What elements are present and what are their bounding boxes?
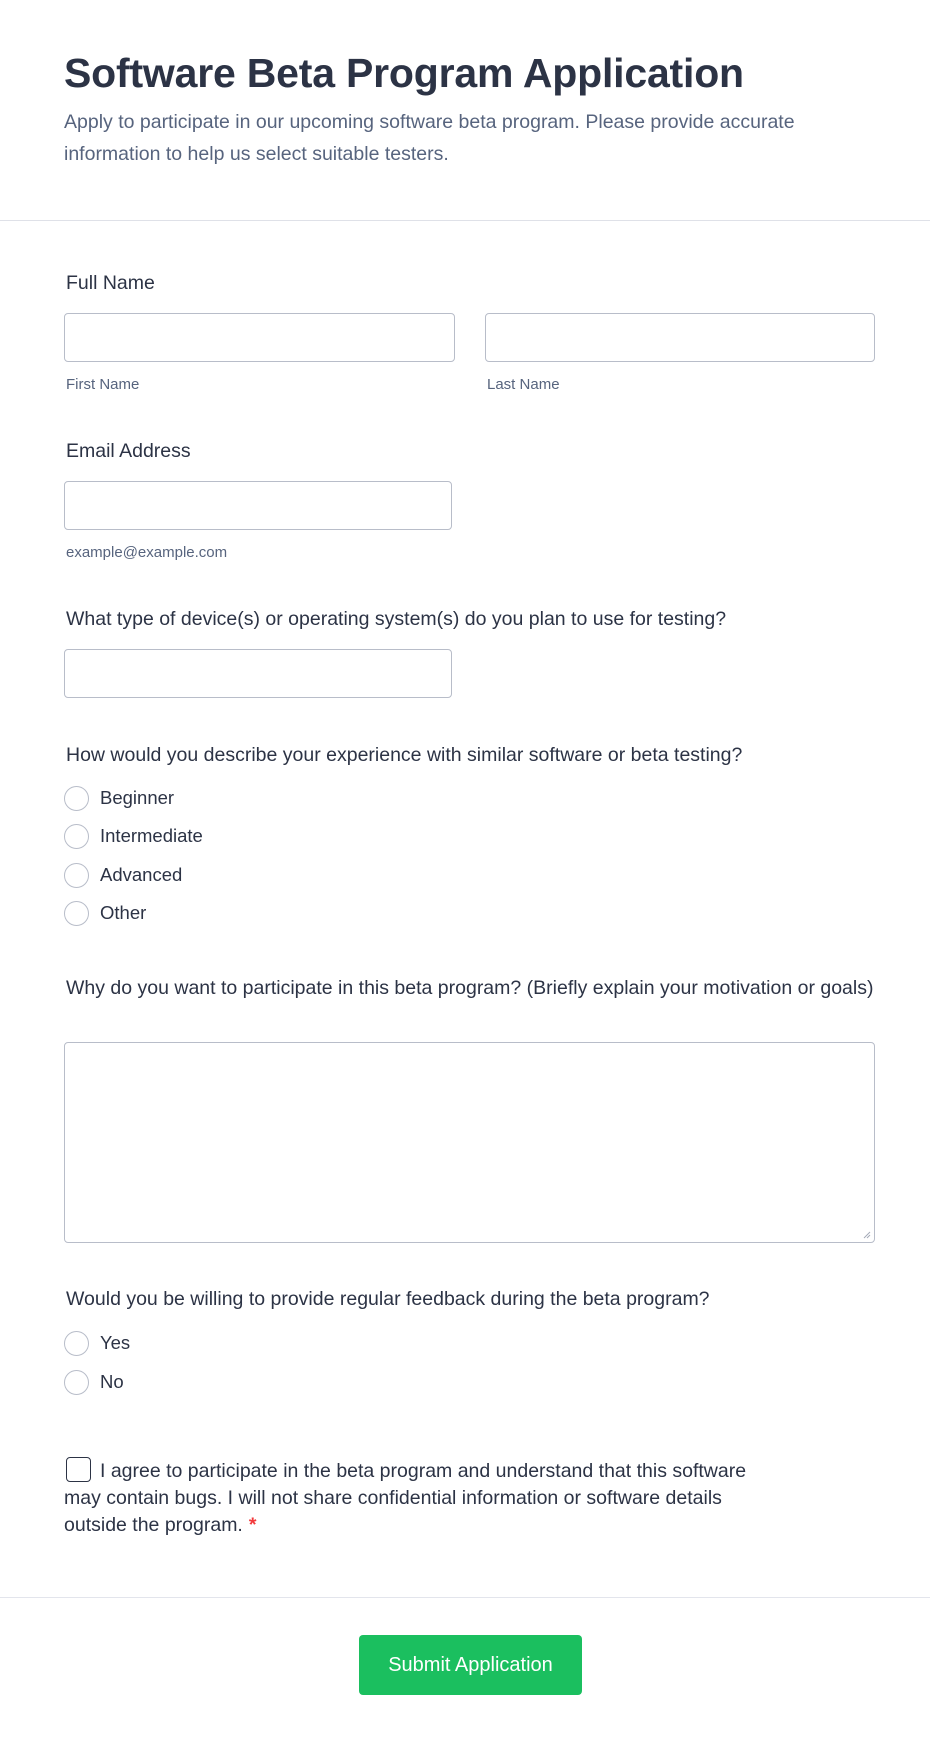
radio-label: Advanced	[100, 864, 183, 885]
email-input[interactable]	[64, 481, 452, 530]
radio-button[interactable]	[64, 1370, 89, 1395]
radio-button[interactable]	[64, 863, 89, 888]
radio-button[interactable]	[64, 824, 89, 849]
feedback-option-yes[interactable]	[64, 1330, 130, 1356]
motivation-textarea[interactable]	[64, 1042, 875, 1243]
first-name-input[interactable]	[64, 313, 455, 362]
email-sublabel: example@example.com	[66, 544, 228, 561]
experience-option-intermediate[interactable]	[64, 823, 203, 849]
radio-label: Intermediate	[100, 825, 203, 846]
last-name-sublabel: Last Name	[487, 376, 560, 393]
feedback-label: Would you be willing to provide regular feedback during the beta program?	[66, 1288, 710, 1310]
feedback-option-no[interactable]	[64, 1369, 124, 1395]
devices-label: What type of device(s) or operating system(s) do you plan to use for testing?	[66, 608, 727, 630]
email-label: Email Address	[66, 440, 191, 462]
experience-label: How would you describe your experience with similar software or beta testing?	[66, 744, 743, 766]
page-subtitle: Apply to participate in our upcoming software beta program. Please provide accurate information to help us select suitable testers.	[64, 111, 795, 165]
resize-grip-icon[interactable]	[862, 1230, 871, 1239]
radio-label: Other	[100, 902, 147, 923]
radio-label: No	[100, 1371, 124, 1392]
form-header	[0, 0, 930, 221]
motivation-field-wrapper	[64, 1042, 875, 1243]
last-name-input[interactable]	[485, 313, 875, 362]
agreement-text: I agree to participate in the beta program and understand that this software may contain bugs. I will not share confidential information or software details outside the program.	[64, 1460, 747, 1536]
radio-button[interactable]	[64, 786, 89, 811]
agreement-field	[64, 1457, 764, 1539]
full-name-label: Full Name	[66, 272, 155, 294]
form-footer	[0, 1597, 930, 1745]
agreement-checkbox[interactable]	[66, 1457, 91, 1482]
first-name-sublabel: First Name	[66, 376, 140, 393]
motivation-label: Why do you want to participate in this beta program? (Briefly explain your motivation or goals)	[66, 977, 874, 999]
submit-button[interactable]: Submit Application	[359, 1635, 582, 1695]
devices-input[interactable]	[64, 649, 452, 698]
radio-label: Yes	[100, 1332, 131, 1353]
radio-button[interactable]	[64, 901, 89, 926]
page-title: Software Beta Program Application	[64, 50, 744, 96]
experience-option-other[interactable]	[64, 900, 146, 926]
radio-label: Beginner	[100, 787, 175, 808]
radio-button[interactable]	[64, 1331, 89, 1356]
experience-option-beginner[interactable]	[64, 785, 174, 811]
experience-option-advanced[interactable]	[64, 862, 182, 888]
required-marker: *	[248, 1514, 257, 1536]
